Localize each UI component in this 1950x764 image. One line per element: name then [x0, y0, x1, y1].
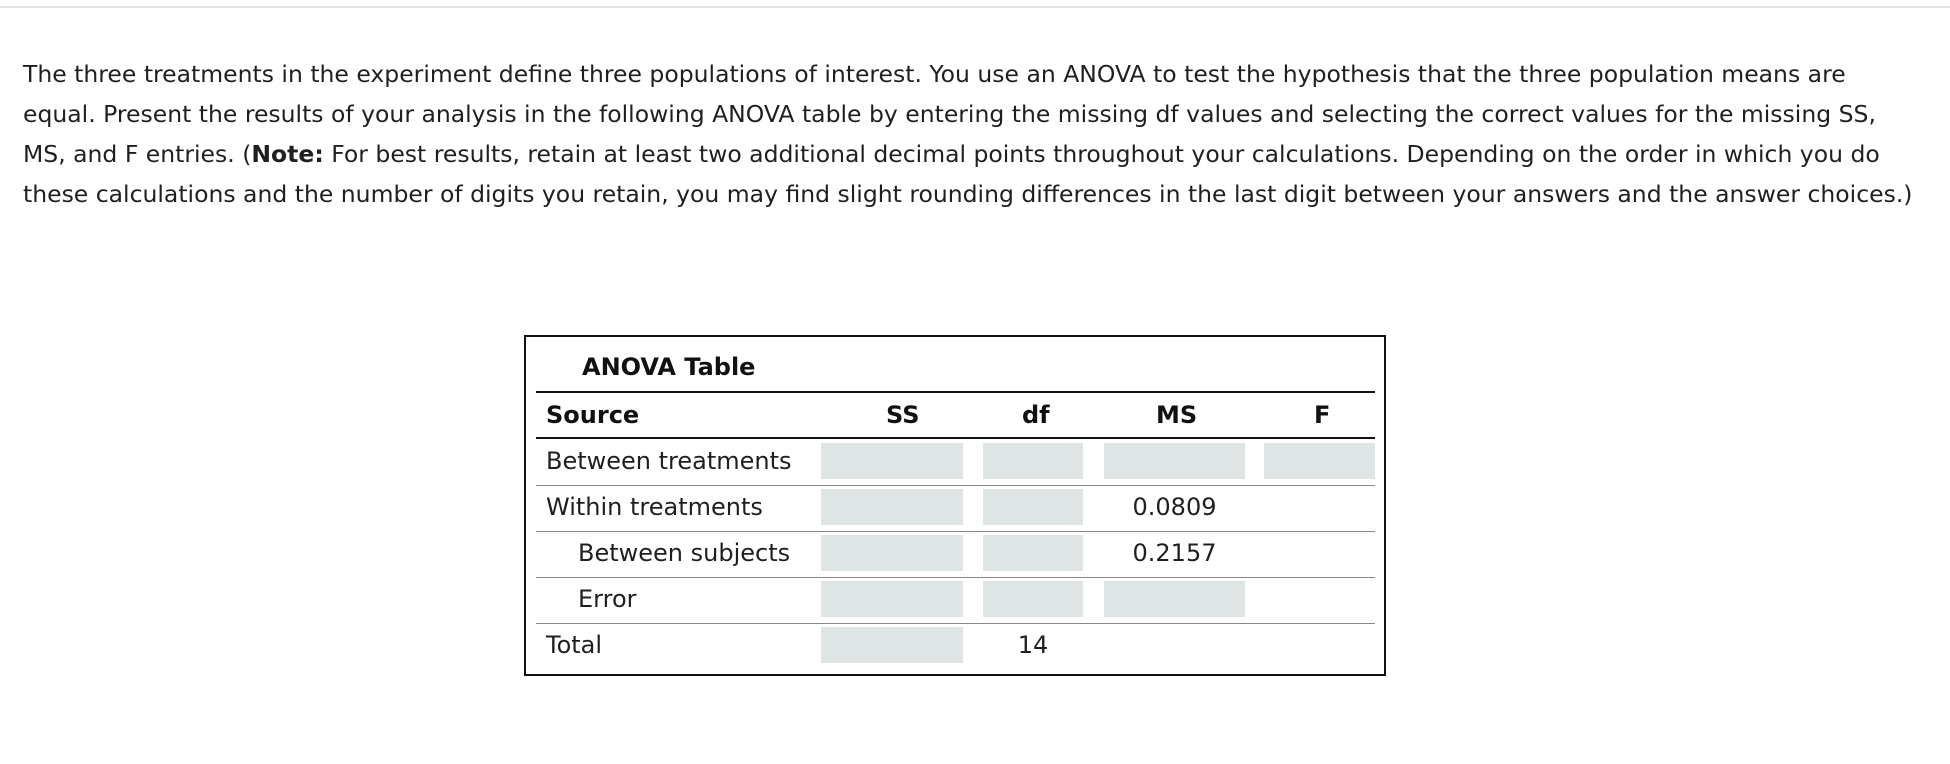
df-input-error[interactable]: [983, 581, 1083, 617]
row-between-subjects: [536, 531, 1375, 575]
source-label: Within treatments: [546, 493, 763, 521]
note-label: Note:: [251, 140, 324, 168]
anova-table-title: ANOVA Table: [582, 353, 756, 381]
df-value-total: 14: [1017, 631, 1049, 659]
header-df: df: [1022, 401, 1050, 429]
ss-dropdown-total[interactable]: [821, 627, 963, 663]
ss-dropdown-between-subjects[interactable]: [821, 535, 963, 571]
ms-dropdown-between-treatments[interactable]: [1104, 443, 1245, 479]
header-ss: SS: [886, 401, 920, 429]
ss-dropdown-within-treatments[interactable]: [821, 489, 963, 525]
ss-dropdown-between-treatments[interactable]: [821, 443, 963, 479]
header-ms: MS: [1156, 401, 1198, 429]
instructions-text: [23, 54, 1923, 214]
anova-table: [524, 335, 1386, 676]
df-input-between-treatments[interactable]: [983, 443, 1083, 479]
header-row: [536, 393, 1375, 437]
header-f: F: [1314, 401, 1331, 429]
source-label: Total: [546, 631, 603, 659]
row-total: [536, 623, 1375, 667]
instructions-part2: For best results, retain at least two additional decimal points throughout your calculations. Depending on the order in which you do these calculations and the number of digits you retain, you may find slight rounding differences in the last digit between your answers and the answer choices.): [23, 140, 1913, 208]
source-label: Between subjects: [578, 539, 791, 567]
row-within-treatments: [536, 485, 1375, 529]
ms-dropdown-error[interactable]: [1104, 581, 1245, 617]
f-dropdown-between-treatments[interactable]: [1264, 443, 1375, 479]
source-label: Error: [578, 585, 637, 613]
ms-value-between-subjects: 0.2157: [1132, 539, 1217, 567]
row-error: [536, 577, 1375, 621]
header-source: Source: [546, 401, 640, 429]
df-input-between-subjects[interactable]: [983, 535, 1083, 571]
ms-value-within-treatments: 0.0809: [1132, 493, 1217, 521]
df-input-within-treatments[interactable]: [983, 489, 1083, 525]
top-divider: [0, 6, 1950, 8]
source-label: Between treatments: [546, 447, 792, 475]
ss-dropdown-error[interactable]: [821, 581, 963, 617]
instructions-part1: The three treatments in the experiment define three populations of interest. You use an ANOVA to test the hypothesis that the three population means are equal. Present the results of your analysis in the following ANOVA table by entering the missing df values and selecting the correct values for the missing SS, MS, and F entries. (: [23, 60, 1876, 168]
row-between-treatments: [536, 439, 1375, 483]
